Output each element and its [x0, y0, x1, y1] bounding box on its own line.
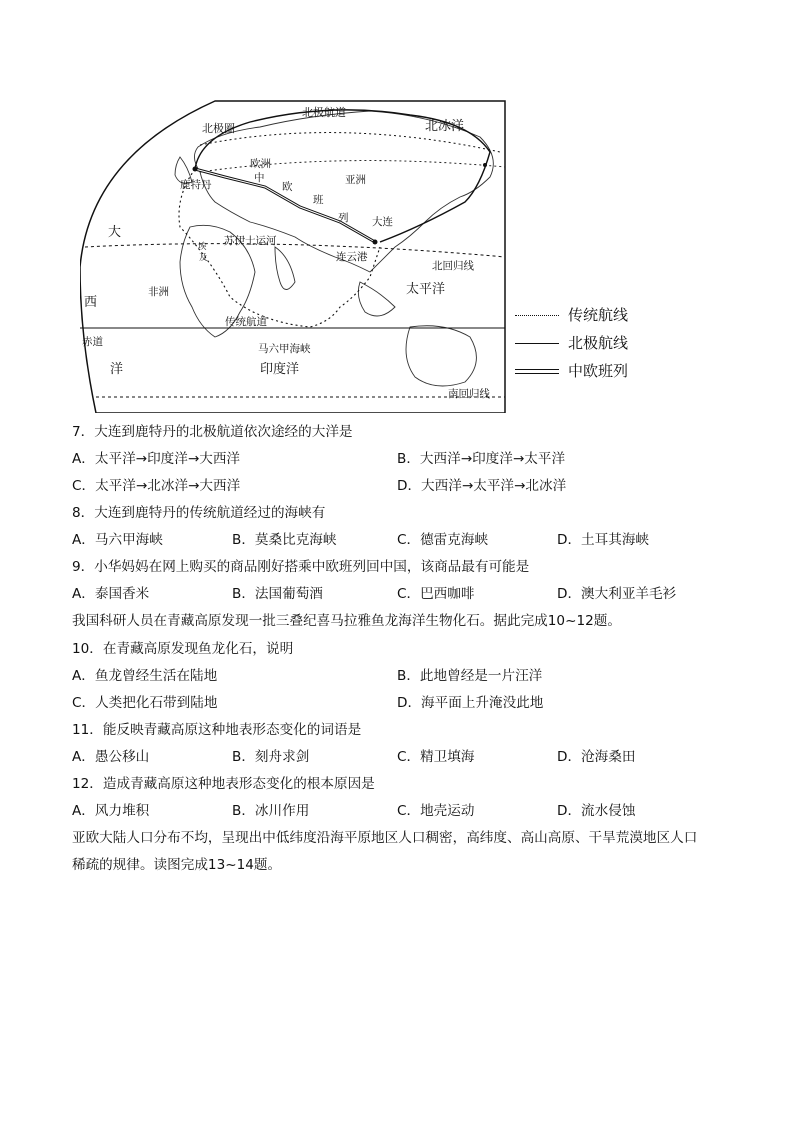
label-zhong: 中: [254, 172, 265, 184]
label-equator: 赤道: [82, 336, 103, 348]
intro-13-14-line2: 稀疏的规律。读图完成13~14题。: [72, 857, 282, 873]
label-yang: 洋: [110, 362, 124, 377]
label-lie: 列: [338, 212, 349, 224]
q12-option-b: B．冰川作用: [232, 803, 310, 819]
q10-stem: 10．在青藏高原发现鱼龙化石，说明: [72, 641, 294, 657]
q12-option-c: C．地壳运动: [397, 803, 475, 819]
label-indian-ocean: 印度洋: [260, 362, 300, 377]
label-tropic-capricorn: 南回归线: [448, 388, 490, 400]
intro-13-14-line1: 亚欧大陆人口分布不均，呈现出中低纬度沿海平原地区人口稠密，高纬度、高山高原、干旱荒漠地区人口: [72, 830, 698, 846]
legend-dotted-swatch: [515, 315, 559, 316]
label-lianyungang: 连云港: [336, 251, 368, 263]
label-arctic-circle: 北极圈: [202, 122, 235, 135]
q8-stem: 8．大连到鹿特丹的传统航道经过的海峡有: [72, 505, 326, 521]
label-pacific: 太平洋: [406, 282, 446, 297]
q10-option-d: D．海平面上升淹没此地: [397, 695, 544, 711]
legend-label-rail: 中欧班列: [568, 362, 629, 380]
q7-option-b: B．大西洋→印度洋→太平洋: [397, 451, 566, 467]
q11-option-b: B．刻舟求剑: [232, 749, 310, 765]
legend-rail-route: [515, 361, 655, 381]
label-asia: 亚洲: [345, 174, 366, 186]
legend-traditional-route: [515, 305, 655, 325]
q8-option-b: B．莫桑比克海峡: [232, 532, 337, 548]
label-strait2: 及: [199, 253, 208, 263]
q7-option-a: A．太平洋→印度洋→大西洋: [72, 451, 241, 467]
q12-stem: 12．造成青藏高原这种地表形态变化的根本原因是: [72, 776, 375, 792]
label-north-pole-route: 北极航道: [302, 106, 346, 119]
q7-stem: 7．大连到鹿特丹的北极航道依次途经的大洋是: [72, 424, 353, 440]
q8-option-d: D．土耳其海峡: [557, 532, 650, 548]
label-ban: 班: [313, 194, 324, 206]
label-strait1: 埃: [198, 242, 207, 252]
q11-stem: 11．能反映青藏高原这种地表形态变化的词语是: [72, 722, 362, 738]
label-malacca: 马六甲海峡: [258, 343, 311, 355]
q9-option-c: C．巴西咖啡: [397, 586, 475, 602]
q11-option-d: D．沧海桑田: [557, 749, 636, 765]
label-traditional-route: 传统航道: [225, 316, 267, 328]
legend-rail-swatch: [515, 369, 559, 374]
route-map: [80, 97, 510, 413]
q9-option-b: B．法国葡萄酒: [232, 586, 323, 602]
q11-option-a: A．愚公移山: [72, 749, 150, 765]
q9-option-d: D．澳大利亚羊毛衫: [557, 586, 677, 602]
label-dalian: 大连: [372, 216, 393, 228]
legend-label-arctic: 北极航线: [568, 334, 629, 352]
label-arctic-ocean: 北冰洋: [425, 119, 465, 134]
legend-label-traditional: 传统航线: [568, 306, 629, 324]
label-rotterdam: 鹿特丹: [180, 179, 212, 191]
label-da: 大: [108, 225, 122, 240]
legend-solid-swatch: [515, 343, 559, 344]
label-europe: 欧洲: [250, 158, 271, 170]
label-ou: 欧: [282, 181, 293, 193]
q7-option-d: D．大西洋→太平洋→北冰洋: [397, 478, 567, 494]
label-xi: 西: [84, 295, 98, 310]
q10-option-c: C．人类把化石带到陆地: [72, 695, 218, 711]
q10-option-a: A．鱼龙曾经生活在陆地: [72, 668, 218, 684]
q9-stem: 9．小华妈妈在网上购买的商品刚好搭乘中欧班列回中国，该商品最有可能是: [72, 559, 530, 575]
q12-option-d: D．流水侵蚀: [557, 803, 636, 819]
label-africa: 非洲: [148, 286, 169, 298]
q10-option-b: B．此地曾经是一片汪洋: [397, 668, 543, 684]
intro-10-12: 我国科研人员在青藏高原发现一批三叠纪喜马拉雅鱼龙海洋生物化石。据此完成10~12题。: [72, 613, 621, 629]
rotterdam-dot: [193, 167, 198, 172]
q8-option-a: A．马六甲海峡: [72, 532, 163, 548]
label-suez: 苏伊士运河: [224, 235, 277, 247]
q11-option-c: C．精卫填海: [397, 749, 475, 765]
dalian-dot: [373, 240, 378, 245]
q9-option-a: A．泰国香米: [72, 586, 150, 602]
arctic-east-dot: [483, 163, 487, 167]
q12-option-a: A．风力堆积: [72, 803, 150, 819]
q8-option-c: C．德雷克海峡: [397, 532, 489, 548]
legend-arctic-route: [515, 333, 655, 353]
label-tropic-cancer: 北回归线: [432, 260, 474, 272]
q7-option-c: C．太平洋→北冰洋→大西洋: [72, 478, 241, 494]
